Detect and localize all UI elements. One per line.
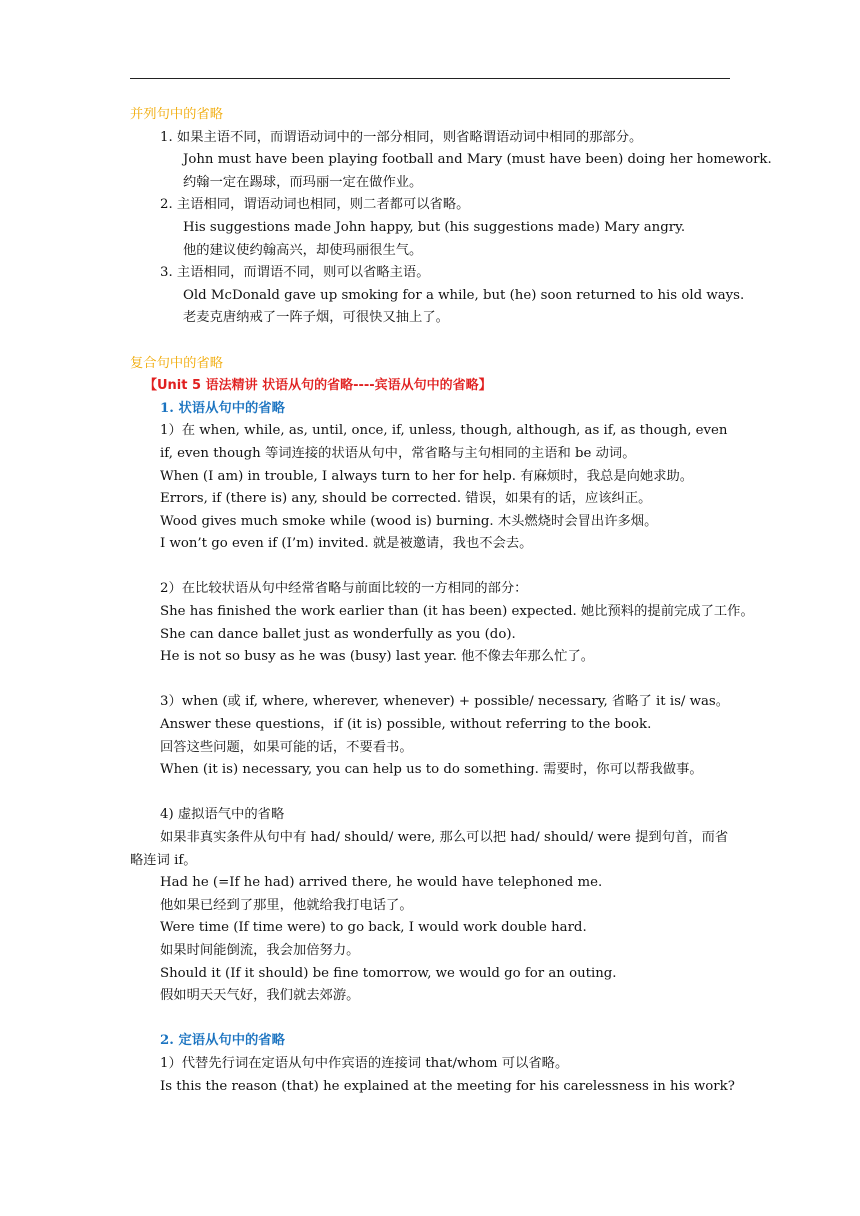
example-line: Had he (=If he had) arrived there, he would have telephoned me. (160, 875, 603, 891)
subheading-adverbial: 1. 状语从句中的省略 (160, 400, 285, 416)
example-line: Answer these questions，if (it is) possible, without referring to the book. (160, 717, 652, 733)
example-line: She has finished the work earlier than (it has been) expected. 她比预料的提前完成了工作。 (160, 604, 754, 620)
adverbial-point-3: 3）when (或 if, where, wherever, whenever) + possible/ necessary, 省略了 it is/ was。 (160, 694, 730, 710)
example-line: 他如果已经到了那里，他就给我打电话了。 (160, 897, 413, 913)
subheading-attributive: 2. 定语从句中的省略 (160, 1033, 285, 1049)
example-line: I won’t go even if (I’m) invited. 就是被邀请，我也不会去。 (160, 536, 533, 552)
section-heading-complex: 复合句中的省略 (130, 355, 224, 371)
rule-3: 3. 主语相同，而谓语不同，则可以省略主语。 (160, 265, 430, 281)
example-line: Were time (If time were) to go back, I would work double hard. (160, 920, 587, 936)
example-line: Is this the reason (that) he explained at the meeting for his carelessness in his work? (160, 1078, 735, 1094)
example-line: 如果时间能倒流，我会加倍努力。 (160, 942, 360, 958)
unit-title: 【Unit 5 语法精讲 状语从句的省略----宾语从句中的省略】 (144, 378, 492, 394)
spacer (130, 330, 732, 353)
rule-2: 2. 主语相同，谓语动词也相同，则二者都可以省略。 (160, 197, 470, 213)
example-zh-2: 他的建议使约翰高兴，却使玛丽很生气。 (183, 242, 423, 258)
example-en-1: John must have been playing football and Mary (must have been) doing her homework. (183, 152, 772, 168)
example-line: When (it is) necessary, you can help us to do something. 需要时，你可以帮我做事。 (160, 762, 703, 778)
example-line: When (I am) in trouble, I always turn to her for help. 有麻烦时，我总是向她求助。 (160, 468, 694, 484)
rule-1: 1. 如果主语不同，而谓语动词中的一部分相同，则省略谓语动词中相同的那部分。 (160, 129, 643, 145)
example-line: Should it (If it should) be fine tomorrow, we would go for an outing. (160, 965, 617, 981)
example-line: 假如明天天气好，我们就去郊游。 (160, 988, 360, 1004)
header-rule (130, 78, 730, 79)
spacer (130, 669, 732, 692)
example-line: She can dance ballet just as wonderfully as you (do). (160, 626, 516, 642)
example-en-3: Old McDonald gave up smoking for a while, but (he) soon returned to his old ways. (183, 287, 745, 303)
example-line: 回答这些问题，如果可能的话，不要看书。 (160, 739, 413, 755)
subjunctive-explanation: 如果非真实条件从句中有 had/ should/ were, 那么可以把 had/ should/ were 提到句首，而省略连词 if。 (130, 830, 729, 868)
example-zh-3: 老麦克唐纳戒了一阵子烟，可很快又抽上了。 (183, 310, 449, 326)
spacer (130, 782, 732, 805)
adverbial-point-1: 1）在 when, while, as, until, once, if, unless, though, although, as if, as though, even if, even though 等词连接的状语从句中，常省略与主句相同的主语和 be 动词。 (160, 423, 728, 461)
document-body (130, 104, 772, 1098)
example-en-2: His suggestions made John happy, but (his suggestions made) Mary angry. (183, 219, 686, 235)
example-line: Wood gives much smoke while (wood is) burning. 木头燃烧时会冒出许多烟。 (160, 513, 658, 529)
spacer (130, 556, 732, 579)
adverbial-point-2: 2）在比较状语从句中经常省略与前面比较的一方相同的部分： (160, 581, 528, 597)
attributive-point-1: 1）代替先行词在定语从句中作宾语的连接词 that/whom 可以省略。 (160, 1055, 569, 1071)
example-zh-1: 约翰一定在踢球，而玛丽一定在做作业。 (183, 174, 423, 190)
adverbial-point-4: 4) 虚拟语气中的省略 (160, 807, 285, 823)
section-heading-coordinate: 并列句中的省略 (130, 107, 224, 122)
example-line: Errors, if (there is) any, should be corrected. 错误，如果有的话，应该纠正。 (160, 491, 652, 507)
spacer (130, 1008, 732, 1031)
example-line: He is not so busy as he was (busy) last year. 他不像去年那么忙了。 (160, 649, 595, 665)
